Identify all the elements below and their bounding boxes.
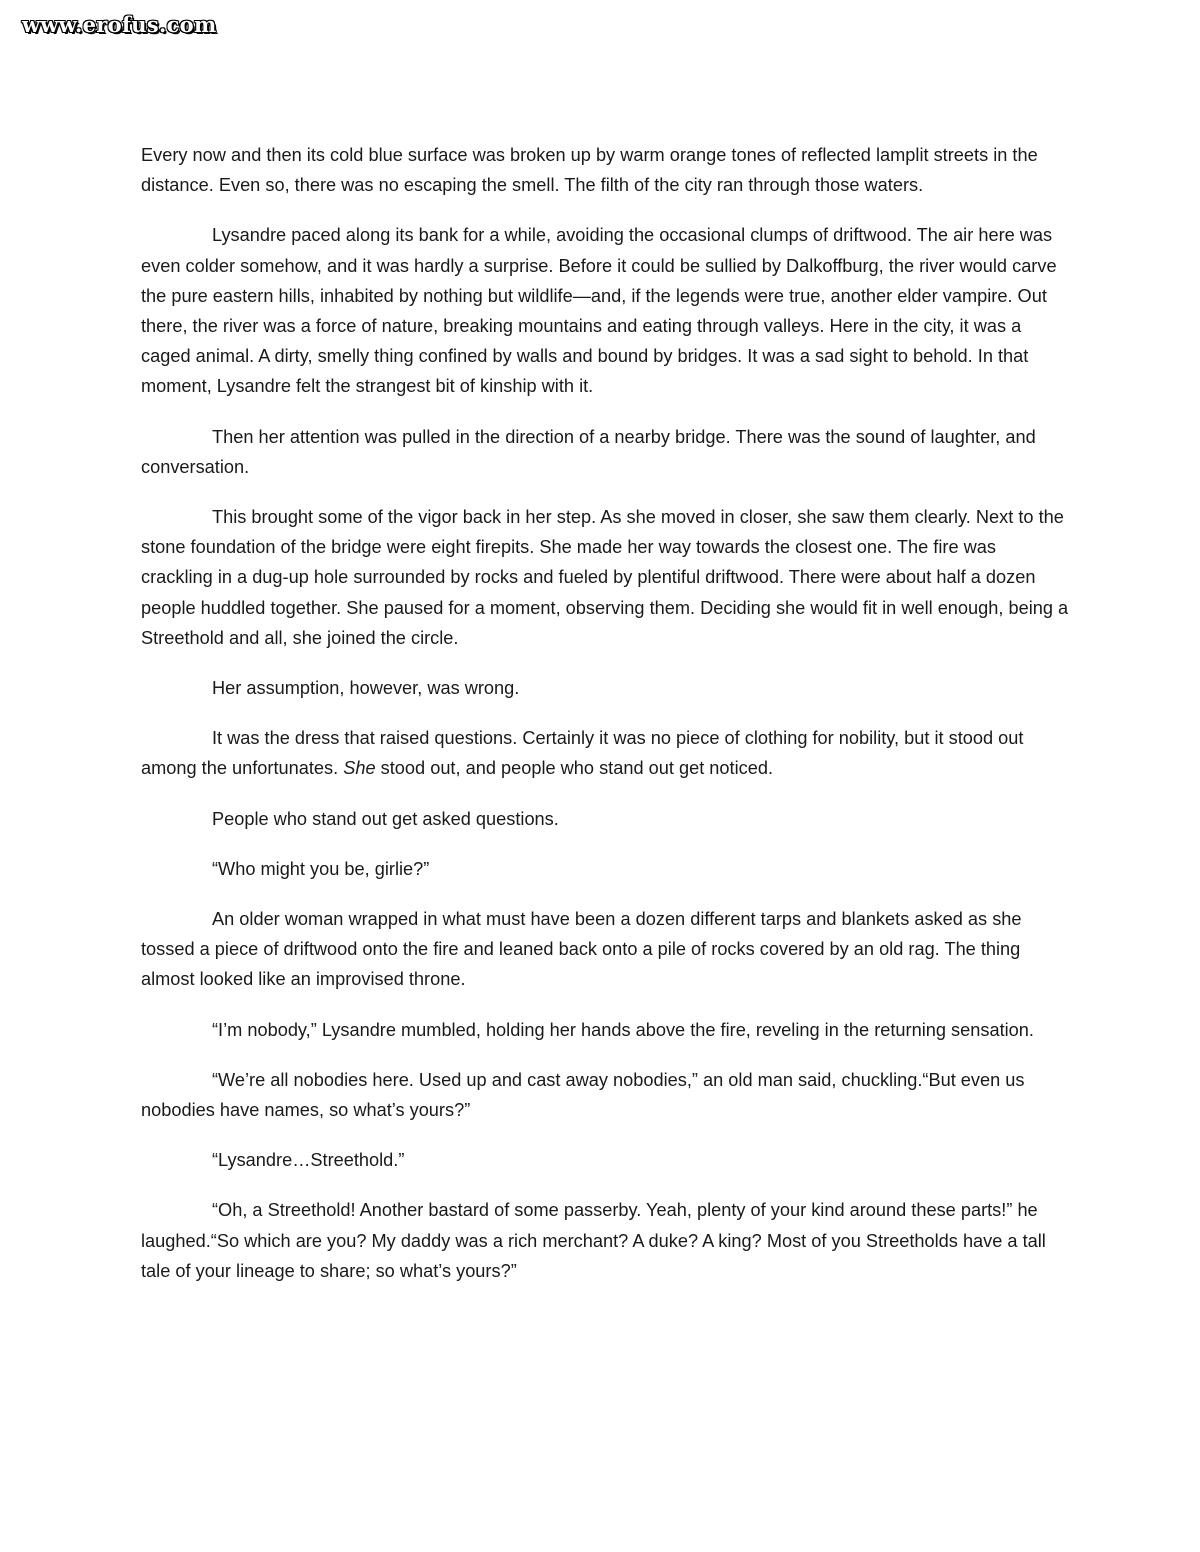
- paragraph: [141, 854, 1071, 884]
- paragraph: [141, 140, 1071, 200]
- paragraph: [141, 220, 1071, 401]
- paragraph-text: Her assumption, however, was wrong.: [212, 678, 520, 699]
- paragraph-text: “We’re all nobodies here. Used up and cast away nobodies,” an old man said, chuckling.“But even us nobodies have names, so what’s yours?”: [141, 1069, 1025, 1121]
- paragraph-text: “Who might you be, girlie?”: [212, 858, 430, 879]
- paragraph-text: stood out, and people who stand out get noticed.: [375, 758, 773, 779]
- paragraph-text: “Oh, a Streethold! Another bastard of some passerby. Yeah, plenty of your kind around these parts!” he laughed.“So which are you? My daddy was a rich merchant? A duke? A king? Most of you Streetholds have a tall tale of your lineage to share; so what’s yours?”: [141, 1200, 1046, 1281]
- paragraph-text: This brought some of the vigor back in her step. As she moved in closer, she saw them clearly. Next to the stone foundation of the bridge were eight firepits. She made her way towards the closest one. The fire was crackling in a dug-up hole surrounded by rocks and fueled by plentiful driftwood. There were about half a dozen people huddled together. She paused for a moment, observing them. Deciding she would fit in well enough, being a Streethold and all, she joined the circle.: [141, 507, 1069, 648]
- paragraph: [141, 1195, 1071, 1286]
- paragraph-text: “Lysandre…Streethold.”: [212, 1150, 405, 1171]
- paragraph-text: Then her attention was pulled in the direction of a nearby bridge. There was the sound of laughter, and conversation.: [141, 426, 1036, 477]
- paragraph: [141, 673, 1071, 703]
- paragraph: [141, 1065, 1071, 1125]
- paragraph: [141, 1015, 1071, 1045]
- watermark-text: www.erofus.com: [22, 12, 217, 37]
- paragraph: [141, 904, 1071, 995]
- paragraph-text: It was the dress that raised questions. Certainly it was no piece of clothing for nobility, but it stood out among the unfortunates.: [141, 728, 1024, 779]
- paragraph-text: An older woman wrapped in what must have been a dozen different tarps and blankets asked as she tossed a piece of driftwood onto the fire and leaned back onto a pile of rocks covered by an old rag. The thing almost looked like an improvised throne.: [141, 909, 1022, 990]
- paragraph: [141, 422, 1071, 482]
- paragraph-text: “I’m nobody,” Lysandre mumbled, holding her hands above the fire, reveling in the returning sensation.: [212, 1019, 1034, 1040]
- paragraph: [141, 804, 1071, 834]
- paragraph: [141, 723, 1071, 783]
- paragraph-text: People who stand out get asked questions.: [212, 808, 559, 829]
- paragraph-italic-text: She: [343, 758, 376, 779]
- paragraph: [141, 1145, 1071, 1175]
- paragraph-text: Every now and then its cold blue surface was broken up by warm orange tones of reflected lamplit streets in the distance. Even so, there was no escaping the smell. The filth of the city ran through those waters.: [141, 145, 1038, 196]
- paragraph-text: Lysandre paced along its bank for a while, avoiding the occasional clumps of driftwood. The air here was even colder somehow, and it was hardly a surprise. Before it could be sullied by Dalkoffburg, the river would carve the pure eastern hills, inhabited by nothing but wildlife—and, if the legends were true, another elder vampire. Out there, the river was a force of nature, breaking mountains and eating through valleys. Here in the city, it was a caged animal. A dirty, smelly thing confined by walls and bound by bridges. It was a sad sight to behold. In that moment, Lysandre felt the strangest bit of kinship with it.: [141, 225, 1057, 397]
- document-body: [141, 140, 1071, 1306]
- paragraph: [141, 502, 1071, 653]
